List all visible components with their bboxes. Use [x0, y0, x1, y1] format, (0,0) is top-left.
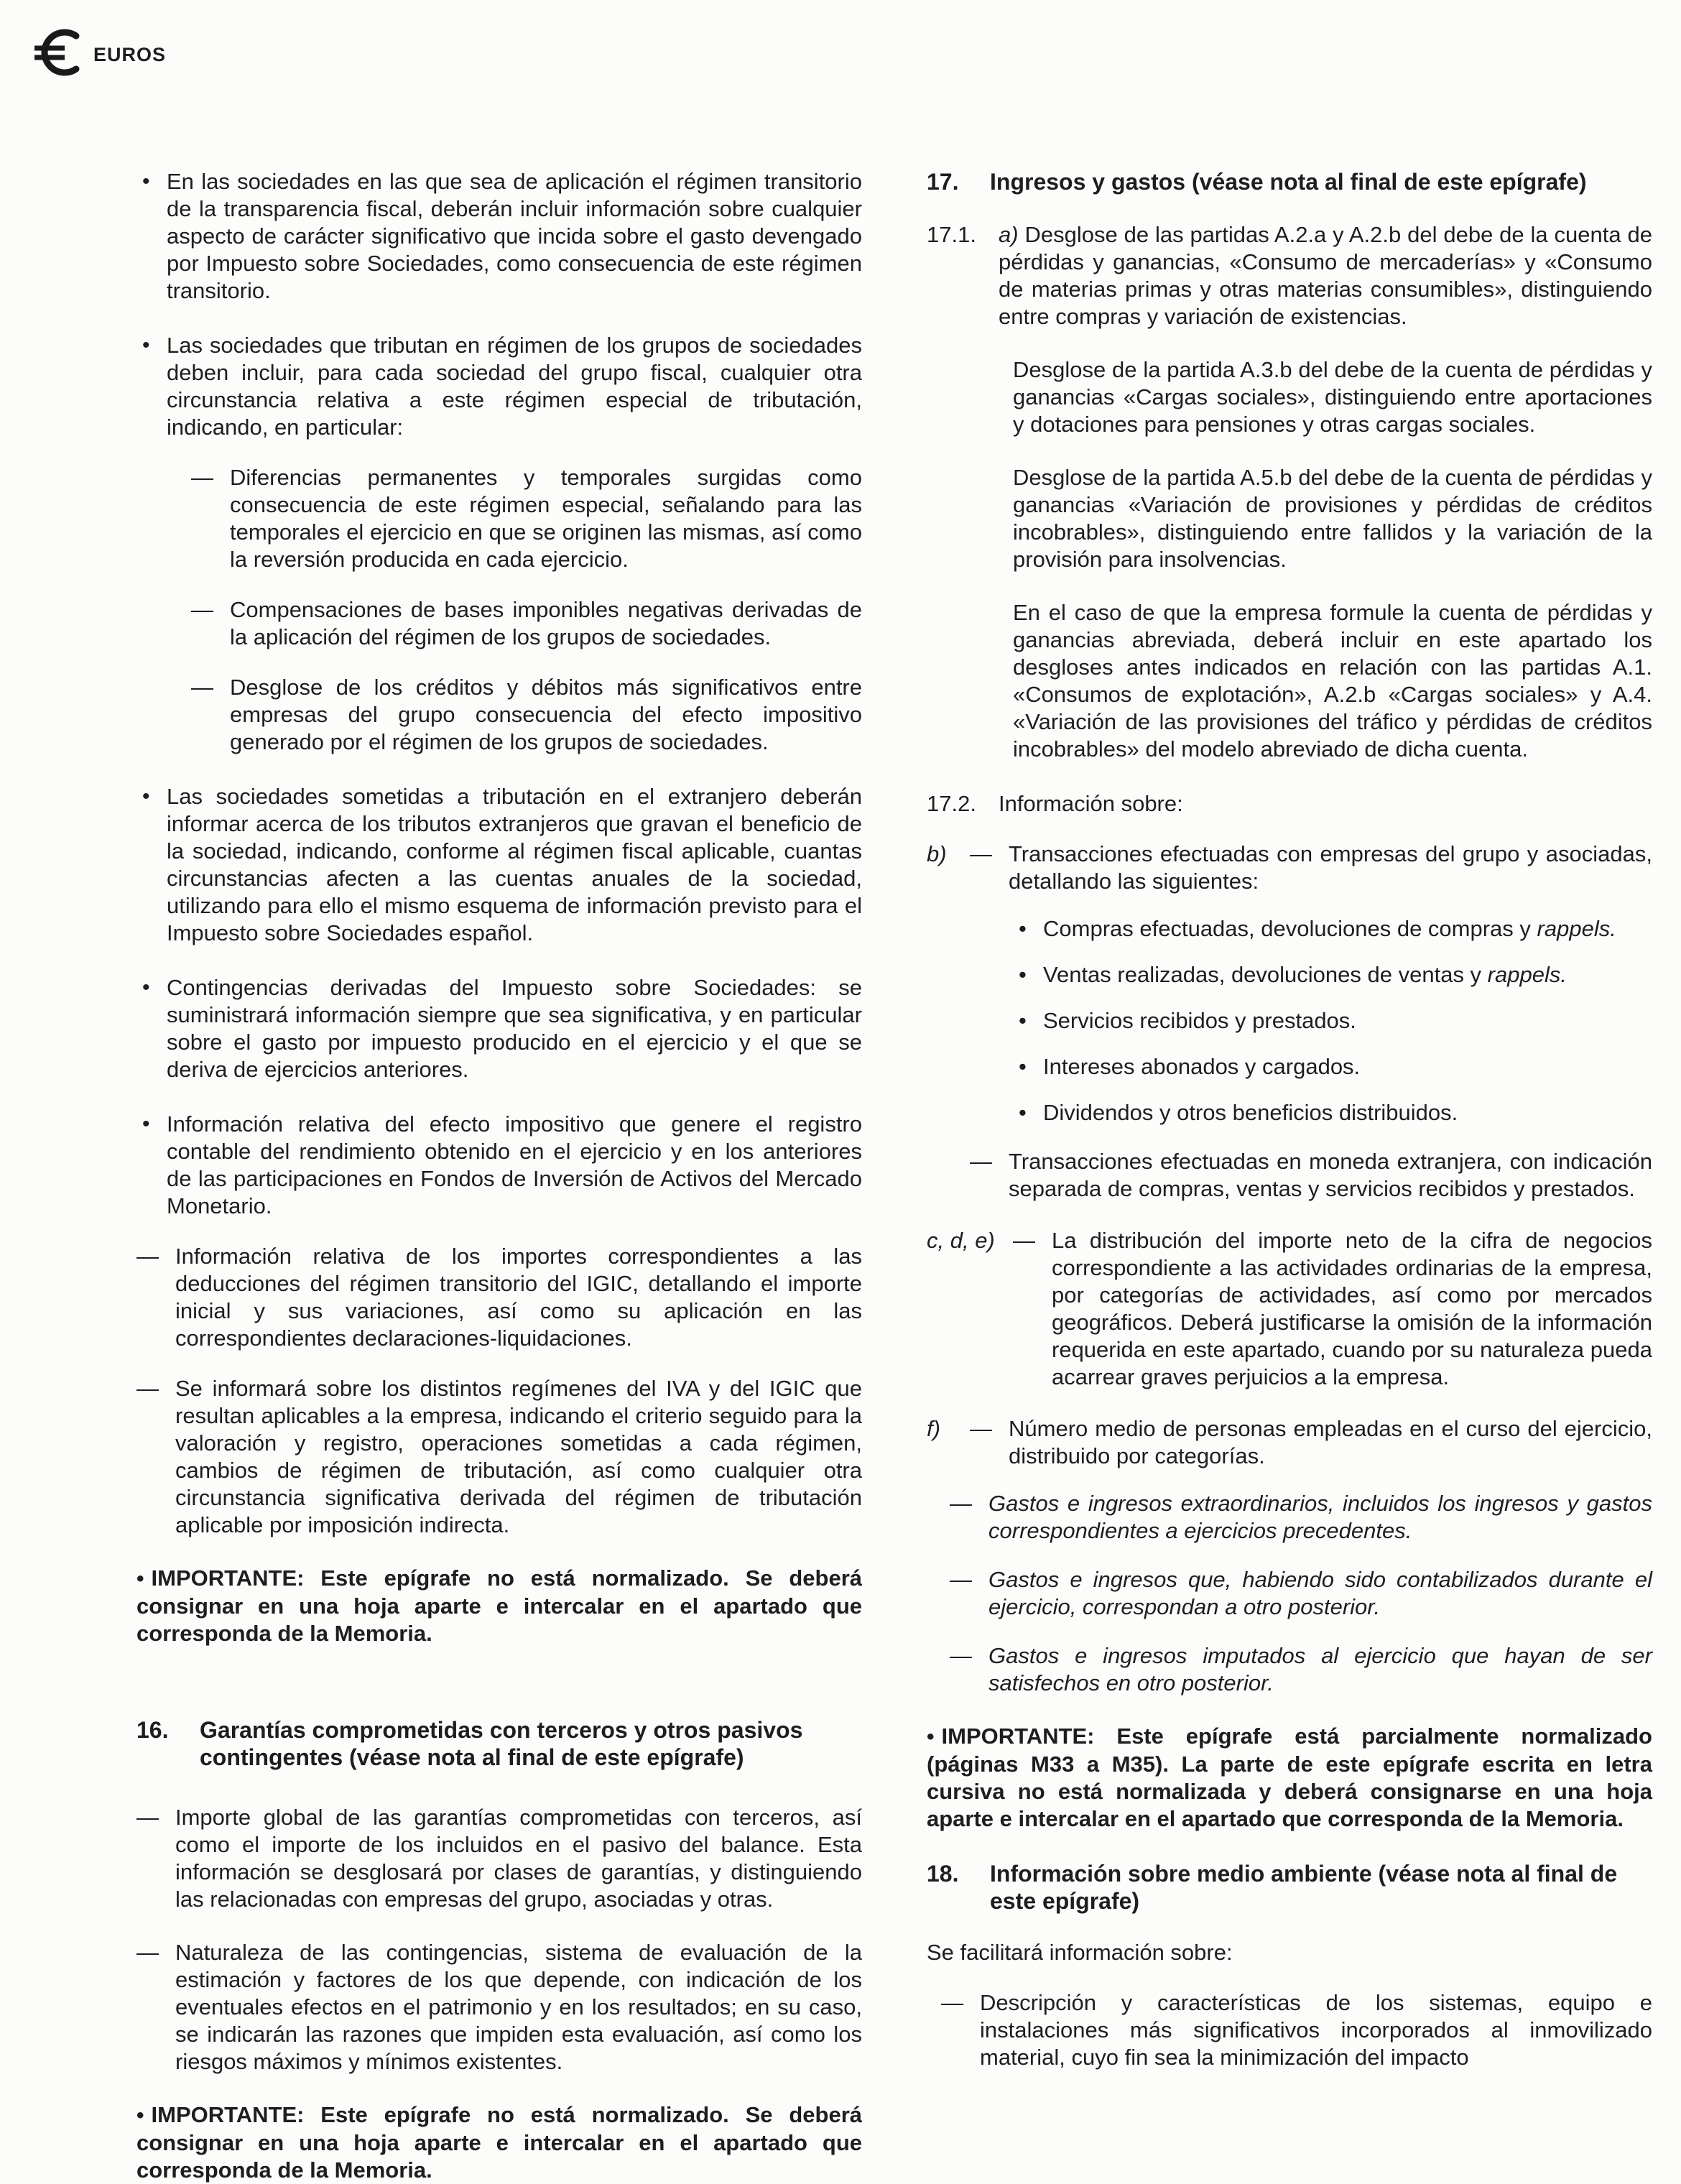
item-text: Número medio de personas empleadas en el curso del ejercicio, distribuido por categorías.	[1009, 1416, 1652, 1468]
section-17-title	[927, 168, 1652, 195]
item-number: 17.1.	[927, 222, 976, 247]
bullet-transparencia: • En las sociedades en las que sea de aplicación el régimen transitorio de la transparencia fiscal, deberán incluir información sobre cualquier aspecto de carácter significativo que incida sobre el gasto devengado por Impuesto sobre Sociedades, como consecuencia de este régimen transitorio.	[136, 168, 862, 305]
important-note-16	[136, 2101, 862, 2184]
dash-moneda-extranjera: — Transacciones efectuadas en moneda extranjera, con indicación separada de compras, ventas y servicios recibidos y prestados.	[970, 1148, 1652, 1203]
item-letter: a)	[999, 222, 1019, 247]
dash-imputados: — Gastos e ingresos imputados al ejercicio que hayan de ser satisfechos en otro posterior.	[950, 1642, 1652, 1697]
para-abreviada: En el caso de que la empresa formule la cuenta de pérdidas y ganancias abreviada, deberá incluir en este apartado los desgloses antes indicados en relación con las partidas A.1. «Consumos de explotación», A.2.b «Cargas sociales» y A.4. «Variación de las provisiones del tráfico y pérdidas de créditos incobrables» del modelo abreviado de dicha cuenta.	[1013, 600, 1652, 762]
item-17-1-a	[927, 221, 1652, 330]
euro-sign-icon	[32, 27, 88, 78]
item-letter: f)	[927, 1416, 940, 1441]
section-number: 17.	[927, 169, 959, 195]
item-body: Desglose de las partidas A.2.a y A.2.b del debe de la cuenta de pérdidas y ganancias, «Consumo de mercaderías» y «Consumo de materias primas y otras materias consumibles», distinguiendo entre compras y variación de existencias.	[999, 222, 1652, 329]
item-f	[927, 1415, 1652, 1470]
bullet-dot: •	[927, 1725, 935, 1749]
text-italic: rappels.	[1487, 962, 1567, 987]
dash-naturaleza: — Naturaleza de las contingencias, sistema de evaluación de la estimación y factores de los que depende, con indicación de los eventuales efectos en el patrimonio y en los resultados; en su caso, se indicarán las razones que impiden esta evaluación, así como los riesgos máximos y mínimos existentes.	[136, 1939, 862, 2076]
dash-contabilizados: — Gastos e ingresos que, habiendo sido contabilizados durante el ejercicio, correspondan a otro posterior.	[950, 1566, 1652, 1621]
item-text: La distribución del importe neto de la cifra de negocios correspondiente a las actividades ordinarias de la empresa, por categorías de actividades, así como por mercados geográficos. Deberá justificarse la omisión de la información requerida en este apartado, cuando por su naturaleza pueda acarrear graves perjuicios a la empresa.	[1052, 1228, 1652, 1389]
brand-label: EUROS	[93, 44, 167, 65]
dash-diferencias: — Diferencias permanentes y temporales surgidas como consecuencia de este régimen especial, señalando para las temporales el ejercicio en que se originen las mismas, así como la reversión producida en cada ejercicio.	[191, 464, 862, 573]
important-text: IMPORTANTE: Este epígrafe no está normalizado. Se deberá consignar en una hoja aparte e intercalar en el apartado que corresponda de la Memoria.	[136, 2102, 862, 2183]
dash-iva-igic: — Se informará sobre los distintos regímenes del IVA y del IGIC que resultan aplicables a la empresa, indicando el criterio seguido para la valoración y registro, operaciones sometidas a cada régimen, cambios de régimen de tributación, así como cualquier otra circunstancia significativa derivada del régimen de tributación aplicable por imposición indirecta.	[136, 1375, 862, 1539]
bullet-dividendos: • Dividendos y otros beneficios distribuidos.	[1013, 1099, 1652, 1126]
text-italic: rappels.	[1537, 916, 1616, 941]
bullet-ventas	[1013, 961, 1652, 989]
bullet-dot: •	[136, 1567, 144, 1591]
page-header	[32, 27, 166, 78]
item-17-2	[927, 790, 1652, 818]
important-note-15	[136, 1565, 862, 1647]
bullet-servicios: • Servicios recibidos y prestados.	[1013, 1007, 1652, 1035]
right-column	[927, 165, 1652, 2071]
important-text: IMPORTANTE: Este epígrafe no está normalizado. Se deberá consignar en una hoja aparte e intercalar en el apartado que corresponda de la Memoria.	[136, 1565, 862, 1646]
para-se-facilitara: Se facilitará información sobre:	[927, 1940, 1233, 1965]
bullet-extranjero: • Las sociedades sometidas a tributación en el extranjero deberán informar acerca de los tributos extranjeros que gravan el beneficio de la sociedad, indicando, conforme al régimen fiscal aplicable, cuantas circunstancias afecten a las cuentas anuales de la sociedad, utilizando para ello el mismo esquema de información previsto para el Impuesto sobre Sociedades español.	[136, 783, 862, 947]
dash-compensaciones: — Compensaciones de bases imponibles negativas derivadas de la aplicación del régimen de los grupos de sociedades.	[191, 596, 862, 651]
dash-garantias: — Importe global de las garantías comprometidas con terceros, así como el importe de los incluidos en el pasivo del balance. Esta información se desglosará por clases de garantías, y distinguiendo las relacionadas con empresas del grupo, asociadas y otras.	[136, 1804, 862, 1913]
bullet-contingencias: • Contingencias derivadas del Impuesto sobre Sociedades: se suministrará información siempre que sea significativa, y en particular sobre el gasto por impuesto producido en el ejercicio y el que se deriva de ejercicios anteriores.	[136, 974, 862, 1083]
section-18-title	[927, 1860, 1652, 1915]
important-text: IMPORTANTE: Este epígrafe está parcialmente normalizado (páginas M33 a M35). La parte de este epígrafe escrita en letra cursiva no está normalizada y deberá consignarse en una hoja aparte e intercalar en el apartado que corresponda de la Memoria.	[927, 1723, 1652, 1831]
section-heading: Ingresos y gastos (véase nota al final de este epígrafe)	[990, 169, 1587, 195]
item-number: 17.2.	[927, 791, 976, 816]
item-letter: c, d, e)	[927, 1228, 995, 1253]
para-provisiones: Desglose de la partida A.5.b del debe de la cuenta de pérdidas y ganancias «Variación de provisiones y pérdidas de créditos incobrables», distinguiendo entre fallidos y la variación de la provisión para insolvencias.	[1013, 465, 1652, 572]
section-16-title	[136, 1716, 862, 1771]
text: Compras efectuadas, devoluciones de compras y	[1043, 916, 1537, 941]
bullet-intereses: • Intereses abonados y cargados.	[1013, 1053, 1652, 1081]
section-heading: Garantías comprometidas con terceros y otros pasivos contingentes (véase nota al final de este epígrafe)	[200, 1717, 803, 1770]
bullet-grupos-sociedades: • Las sociedades que tributan en régimen de los grupos de sociedades deben incluir, para cada sociedad del grupo fiscal, cualquier otra circunstancia relativa a este régimen especial de tributación, indicando, en particular:	[136, 332, 862, 441]
bullet-fondos-inversion: • Información relativa del efecto impositivo que genere el registro contable del rendimiento obtenido en el ejercicio y en los anteriores de las participaciones en Fondos de Inversión de Activos del Mercado Monetario.	[136, 1111, 862, 1220]
dash: —	[1013, 1228, 1035, 1253]
dash-igic: — Información relativa de los importes correspondientes a las deducciones del régimen transitorio del IGIC, detallando el importe inicial y sus variaciones, así como su aplicación en las correspondientes declaraciones-liquidaciones.	[136, 1243, 862, 1352]
important-note-17	[927, 1723, 1652, 1833]
para-cargas-sociales: Desglose de la partida A.3.b del debe de la cuenta de pérdidas y ganancias «Cargas sociales», distinguiendo entre aportaciones y dotaciones para pensiones y otras cargas sociales.	[1013, 357, 1652, 437]
bullet-compras	[1013, 915, 1652, 943]
dash: —	[970, 1416, 992, 1441]
text: Ventas realizadas, devoluciones de ventas y	[1043, 962, 1488, 987]
item-text: Información sobre:	[999, 791, 1183, 816]
dash-desglose-creditos: — Desglose de los créditos y débitos más significativos entre empresas del grupo consecuencia del efecto impositivo generado por el régimen de los grupos de sociedades.	[191, 674, 862, 756]
item-cde	[927, 1227, 1652, 1391]
item-letter: b)	[927, 841, 947, 866]
left-column	[136, 165, 862, 2184]
item-b	[927, 841, 1652, 895]
dash: —	[970, 841, 992, 866]
section-number: 16.	[136, 1717, 169, 1743]
dash-extraordinarios: — Gastos e ingresos extraordinarios, incluidos los ingresos y gastos correspondientes a ejercicios precedentes.	[950, 1490, 1652, 1545]
bullet-dot: •	[136, 2104, 144, 2127]
section-heading: Información sobre medio ambiente (véase nota al final de este epígrafe)	[990, 1861, 1618, 1914]
item-text: Transacciones efectuadas con empresas del grupo y asociadas, detallando las siguientes:	[1009, 841, 1652, 894]
section-number: 18.	[927, 1861, 959, 1887]
dash-sistemas-equipo: — Descripción y características de los sistemas, equipo e instalaciones más significativos incorporados al inmovilizado material, cuyo fin sea la minimización del impacto	[941, 1989, 1652, 2071]
item-text	[999, 221, 1652, 330]
